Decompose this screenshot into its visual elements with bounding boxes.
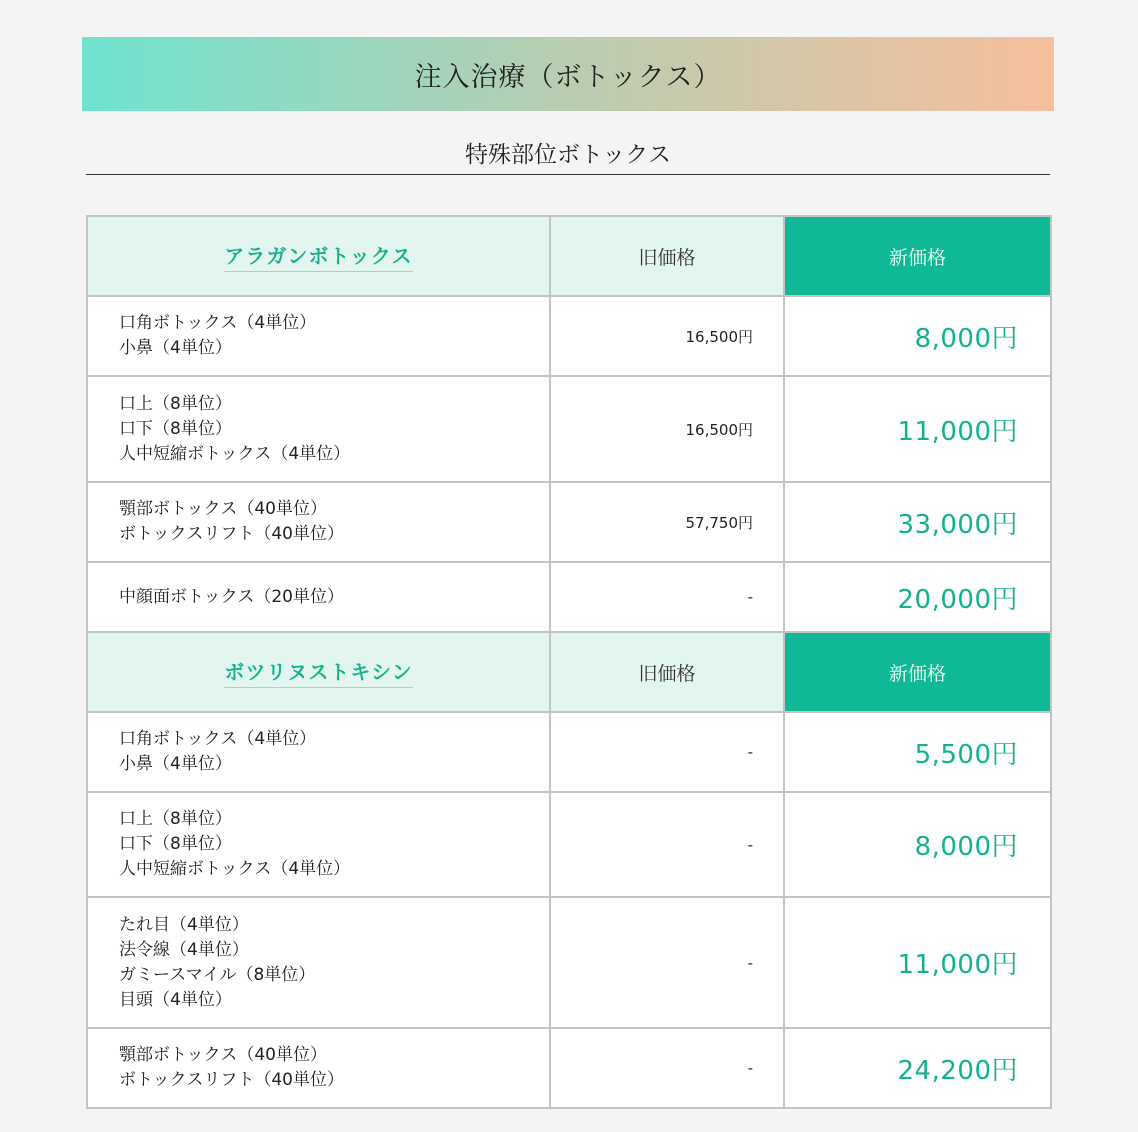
treatment-item: ボトックスリフト（40単位） <box>119 524 344 544</box>
price-row <box>87 712 1051 792</box>
new-price-cell: 5,500円 <box>784 712 1051 792</box>
brand-name-link[interactable]: ボツリヌストキシン <box>224 656 412 688</box>
old-price-cell: 16,500円 <box>550 376 784 482</box>
treatment-item: ボトックスリフト（40単位） <box>119 1070 344 1090</box>
treatment-item: 口上（8単位） <box>119 809 232 829</box>
treatment-cell <box>87 712 550 792</box>
new-price-cell: 8,000円 <box>784 792 1051 897</box>
price-row <box>87 1028 1051 1108</box>
section-header-row <box>87 632 1051 712</box>
treatment-cell <box>87 792 550 897</box>
treatment-item: 法令線（4単位） <box>119 939 249 960</box>
section-subtitle: 特殊部位ボトックス <box>86 136 1050 175</box>
new-price-header: 新価格 <box>784 632 1051 712</box>
treatment-item: 人中短縮ボトックス（4単位） <box>119 859 351 879</box>
brand-name-link[interactable]: アラガンボトックス <box>224 240 412 272</box>
treatment-item: ガミースマイル（8単位） <box>119 964 316 985</box>
treatment-item: 目頭（4単位） <box>119 989 232 1010</box>
treatment-item: 小鼻（4単位） <box>119 754 232 774</box>
treatment-cell <box>87 376 550 482</box>
treatment-item: 口下（8単位） <box>119 418 232 439</box>
page-title: 注入治療（ボトックス） <box>414 61 722 93</box>
old-price-cell: 16,500円 <box>550 296 784 376</box>
price-row <box>87 482 1051 562</box>
price-row <box>87 296 1051 376</box>
new-price-cell: 33,000円 <box>784 482 1051 562</box>
treatment-cell <box>87 897 550 1028</box>
price-table <box>86 215 1052 1109</box>
price-row <box>87 562 1051 632</box>
treatment-item: 口角ボトックス（4単位） <box>119 313 317 333</box>
price-row <box>87 897 1051 1028</box>
new-price-cell: 24,200円 <box>784 1028 1051 1108</box>
treatment-cell <box>87 482 550 562</box>
page-title-banner <box>82 37 1054 111</box>
brand-header-cell <box>87 632 550 712</box>
old-price-cell: 57,750円 <box>550 482 784 562</box>
old-price-cell: - <box>550 792 784 897</box>
treatment-cell <box>87 1028 550 1108</box>
treatment-item: 顎部ボトックス（40単位） <box>119 1045 327 1065</box>
brand-header-cell <box>87 216 550 296</box>
old-price-cell: - <box>550 562 784 632</box>
price-row <box>87 792 1051 897</box>
treatment-item: 口下（8単位） <box>119 834 232 854</box>
treatment-item: 口上（8単位） <box>119 393 232 414</box>
new-price-cell: 20,000円 <box>784 562 1051 632</box>
new-price-cell: 11,000円 <box>784 897 1051 1028</box>
treatment-item: たれ目（4単位） <box>119 914 249 935</box>
treatment-cell <box>87 296 550 376</box>
treatment-item: 口角ボトックス（4単位） <box>119 729 317 749</box>
old-price-cell: - <box>550 1028 784 1108</box>
treatment-item: 中顔面ボトックス（20単位） <box>119 586 344 607</box>
treatment-item: 人中短縮ボトックス（4単位） <box>119 443 351 464</box>
old-price-cell: - <box>550 897 784 1028</box>
new-price-cell: 11,000円 <box>784 376 1051 482</box>
treatment-item: 小鼻（4単位） <box>119 338 232 358</box>
new-price-header: 新価格 <box>784 216 1051 296</box>
old-price-cell: - <box>550 712 784 792</box>
treatment-cell <box>87 562 550 632</box>
treatment-item: 顎部ボトックス（40単位） <box>119 499 327 519</box>
old-price-header: 旧価格 <box>550 632 784 712</box>
old-price-header: 旧価格 <box>550 216 784 296</box>
section-header-row <box>87 216 1051 296</box>
price-row <box>87 376 1051 482</box>
new-price-cell: 8,000円 <box>784 296 1051 376</box>
